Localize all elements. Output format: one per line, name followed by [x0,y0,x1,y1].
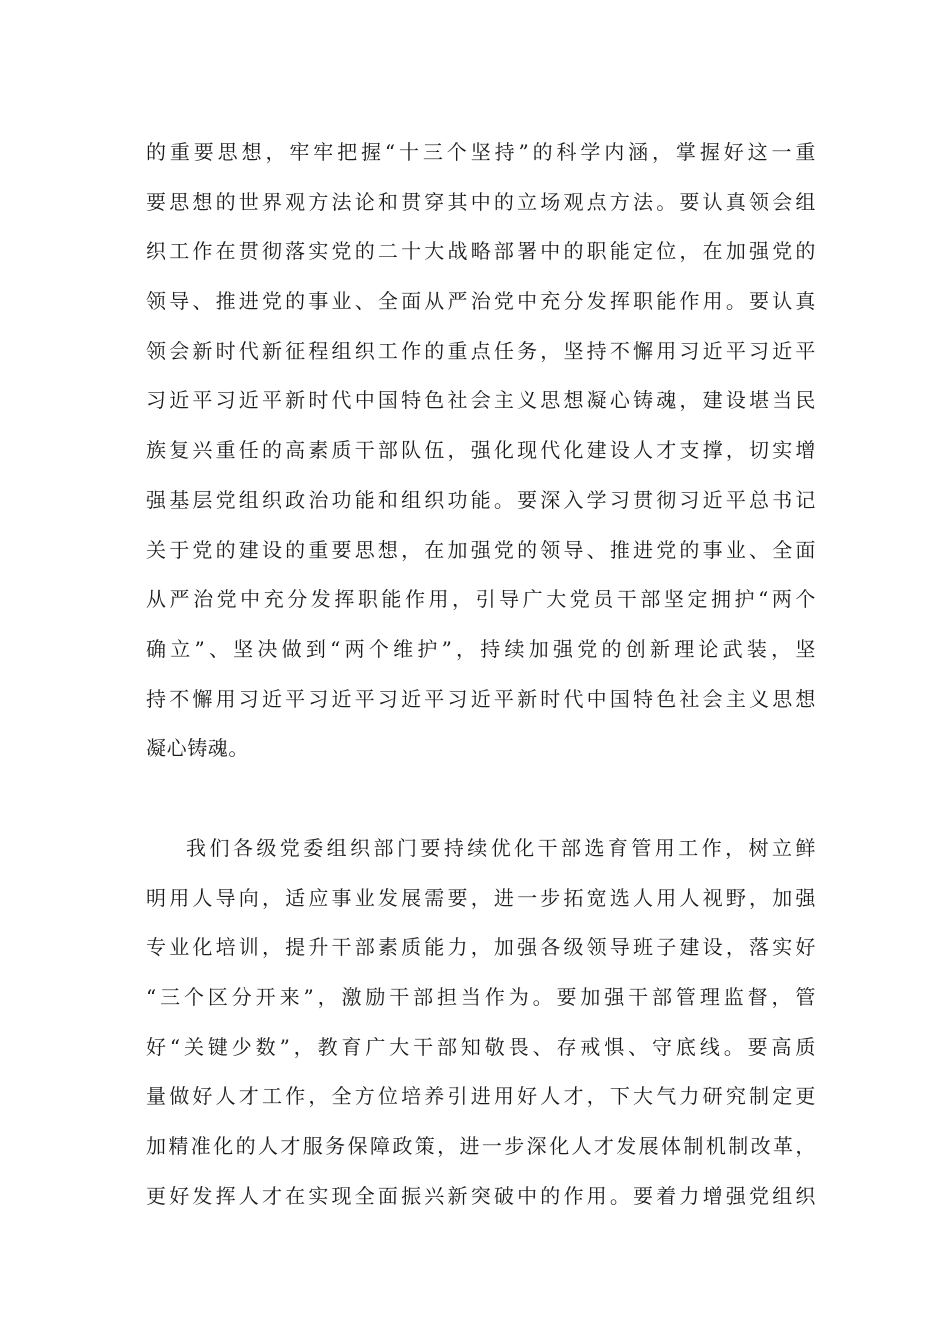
text-line: 的重要思想，牢牢把握“十三个坚持”的科学内涵，掌握好这一重 [146,140,816,164]
text-line: 加精准化的人才服务保障政策，进一步深化人才发展体制机制改革， [146,1134,816,1159]
text-line: 领导、推进党的事业、全面从严治党中充分发挥职能作用。要认真 [146,289,816,314]
paragraph-2 [146,824,816,1222]
text-line: 习近平习近平新时代中国特色社会主义思想凝心铸魂，建设堪当民 [146,388,816,413]
text-line: 持不懈用习近平习近平习近平习近平新时代中国特色社会主义思想 [146,686,816,711]
text-line: 强基层党组织政治功能和组织功能。要深入学习贯彻习近平总书记 [146,487,816,512]
paragraph-1 [146,128,816,774]
text-line: 更好发挥人才在实现全面振兴新突破中的作用。要着力增强党组织 [146,1183,816,1208]
text-line: 好“关键少数”，教育广大干部知敬畏、存戒惧、守底线。要高质 [146,1034,816,1059]
text-line: 量做好人才工作，全方位培养引进用好人才，下大气力研究制定更 [146,1084,816,1109]
text-line: 我们各级党委组织部门要持续优化干部选育管用工作，树立鲜 [186,836,816,860]
text-line: 专业化培训，提升干部素质能力，加强各级领导班子建设，落实好 [146,935,816,960]
text-line: 族复兴重任的高素质干部队伍，强化现代化建设人才支撑，切实增 [146,438,816,463]
text-line: 关于党的建设的重要思想，在加强党的领导、推进党的事业、全面 [146,537,816,562]
text-line: 领会新时代新征程组织工作的重点任务，坚持不懈用习近平习近平 [146,338,816,363]
text-line: 凝心铸魂。 [146,736,249,761]
text-line: 确立”、坚决做到“两个维护”，持续加强党的创新理论武装，坚 [146,636,816,661]
text-line: 从严治党中充分发挥职能作用，引导广大党员干部坚定拥护“两个 [146,587,816,612]
text-line: 明用人导向，适应事业发展需要，进一步拓宽选人用人视野，加强 [146,885,816,910]
text-line: 要思想的世界观方法论和贯穿其中的立场观点方法。要认真领会组 [146,189,816,214]
text-line: “三个区分开来”，激励干部担当作为。要加强干部管理监督，管 [146,985,816,1010]
text-line: 织工作在贯彻落实党的二十大战略部署中的职能定位，在加强党的 [146,239,816,264]
